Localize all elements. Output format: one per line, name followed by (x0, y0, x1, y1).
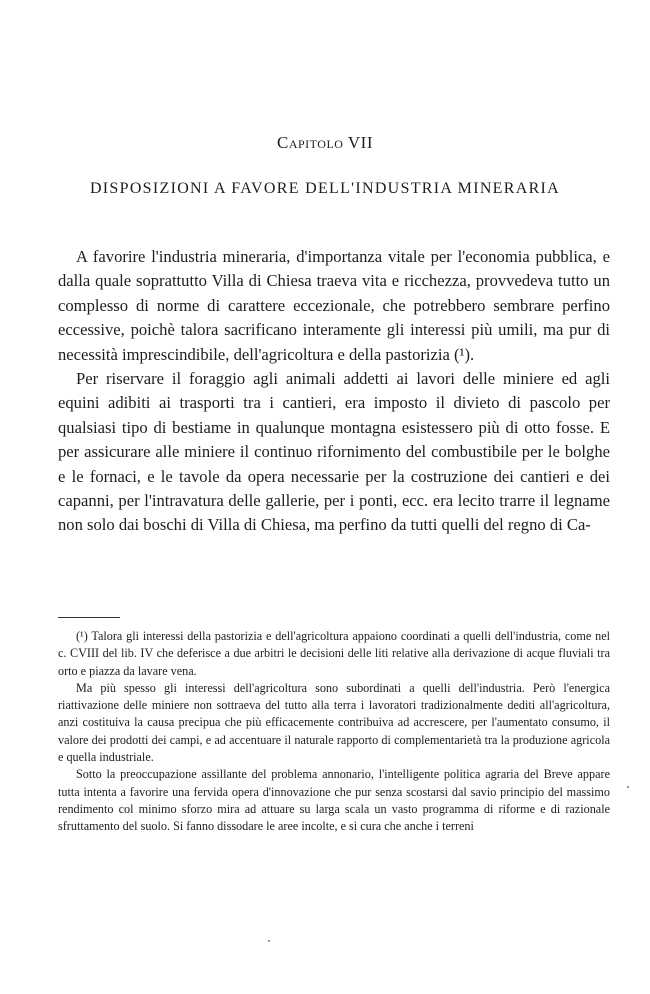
footnotes (58, 628, 610, 836)
chapter-label: Capitolo VII (277, 133, 373, 152)
scan-speck (627, 786, 629, 788)
footnote-paragraph: Ma più spesso gli interessi dell'agricoltura sono subordinati a quelli dell'industria. Però l'energica riattivazione delle miniere non sottraeva del tutto alla terra i lavoratori tradizionalmente dediti all'agricoltura, anzi costituiva la causa precipua che più efficacemente contribuiva ad accrescere, per l'aumentato consumo, il valore dei prodotti dei campi, e ad accentuare il naturale rapporto di complementarietà tra la produzione agricola e quella industriale. (58, 680, 610, 765)
footnote-separator (58, 617, 120, 618)
chapter-title: DISPOSIZIONI A FAVORE DELL'INDUSTRIA MINERARIA (89, 180, 561, 197)
scan-speck (268, 940, 270, 942)
footnote-paragraph: Sotto la preoccupazione assillante del problema annonario, l'intelligente politica agraria del Breve appare tutta intenta a favorire una fervida opera d'innovazione che pur senza scostarsi dal savio principio del massimo rendimento col minimo sforzo mira ad attuare su larga scala un vasto programma di riforme e di razionale sfruttamento del suolo. Si fanno dissodare le aree incolte, e si cura che anche i terreni (58, 767, 610, 834)
footnote-paragraph: (¹) Talora gli interessi della pastorizia e dell'agricoltura appaiono coordinati a quelli dell'industria, come nel c. CVIII del lib. IV che deferisce a due arbitri le decisioni delle liti relative alla derivazione di acque fluviali tra orto e piazza da lavare vena. (58, 629, 610, 678)
body-paragraph: A favorire l'industria mineraria, d'importanza vitale per l'economia pubblica, e dalla quale soprattutto Villa di Chiesa traeva vita e ricchezza, provvedeva tutto un complesso di norme di carattere eccezionale, che potrebbero sembrare perfino eccessive, poichè talora sacrificano interamente gli interessi più umili, ma pur di necessità imprescindibile, dell'agricoltura e della pastorizia (¹). (58, 247, 610, 364)
main-text (58, 245, 610, 538)
body-paragraph: Per riservare il foraggio agli animali addetti ai lavori delle miniere ed agli equini adibiti ai trasporti tra i cantieri, era imposto il divieto di pascolo per qualsiasi tipo di bestiame in qualunque montagna esistessero più di otto fosse. E per assicurare alle miniere il continuo rifornimento del combustibile per le bolghe e le fornaci, e le tavole da opera necessarie per la costruzione dei cantieri e dei capanni, per l'intravatura delle gallerie, per i ponti, ecc. era lecito trarre il legname non solo dai boschi di Villa di Chiesa, ma perfino da tutti quelli del regno di Ca- (58, 369, 610, 535)
